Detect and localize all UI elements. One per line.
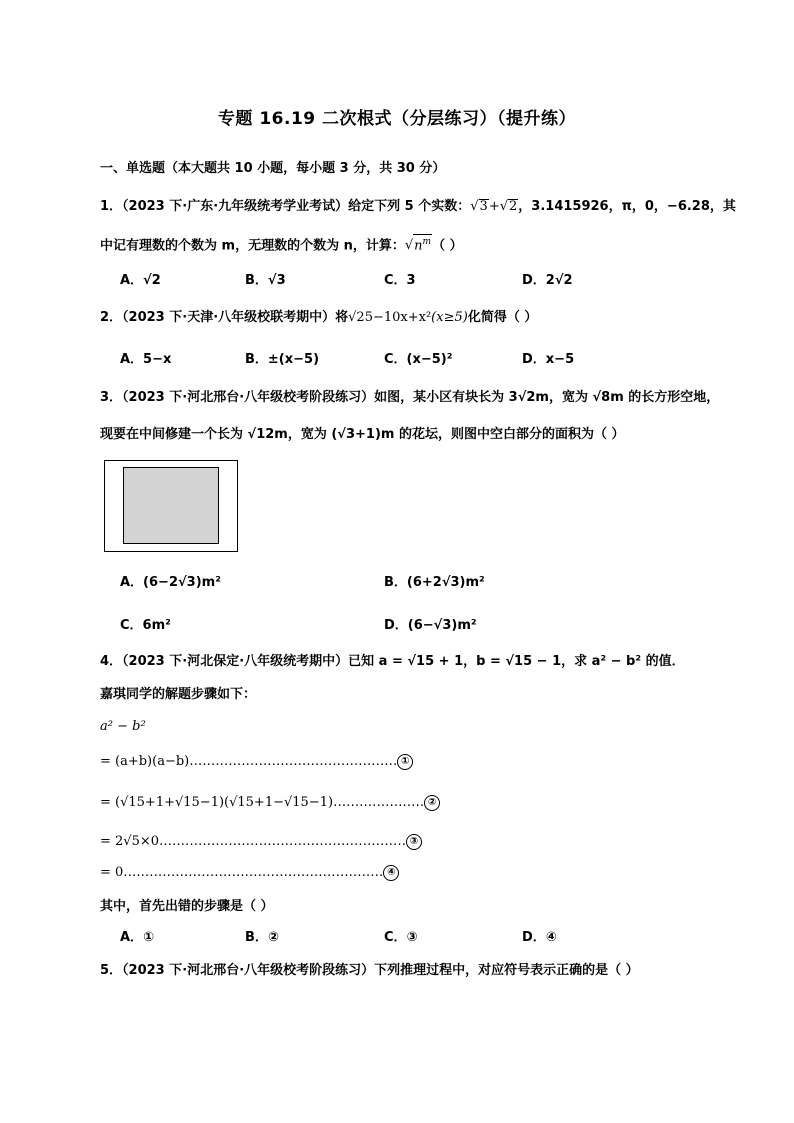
q4-step2 — [100, 794, 440, 812]
dot-leader: …………………………………………………… — [123, 865, 384, 880]
q2-stem: 2．（2023 下·天津·八年级校联考期中）将 — [100, 310, 349, 325]
q1-numbers: ，3.1415926，π，0，−6.28，其 — [518, 199, 736, 214]
q2-condition: (x≥5) — [431, 310, 468, 325]
q4-option-b[interactable]: B．② — [245, 930, 279, 945]
q4-step3-expr: = 2√5×0 — [100, 834, 160, 849]
page-title: 专题 16.19 二次根式（分层练习）（提升练） — [217, 109, 577, 129]
q4-intro: 嘉琪同学的解题步骤如下： — [100, 687, 257, 702]
q3-line1: 3．（2023 下·河北邢台·八年级校考阶段练习）如图，某小区有块长为 3√2m，宽为 √8m 的长方形空地， — [100, 390, 720, 405]
q4-option-a[interactable]: A．① — [120, 930, 155, 945]
q1-option-b[interactable]: B．√3 — [245, 273, 286, 288]
dot-leader: ………………………………………… — [189, 754, 398, 769]
q1-option-d[interactable]: D．2√2 — [522, 273, 573, 288]
q2-option-d[interactable]: D．x−5 — [522, 352, 575, 367]
q1-option-c[interactable]: C．3 — [384, 273, 416, 288]
q4-step1 — [100, 753, 413, 771]
q1-stem-b: 中记有理数的个数为 m，无理数的个数为 n，计算： — [100, 238, 405, 254]
q2-stem-b: 化简得（ ） — [467, 310, 538, 325]
step-mark-4: ④ — [383, 865, 399, 881]
q2-option-b[interactable]: B．±(x−5) — [245, 352, 320, 367]
q1-option-a[interactable]: A．√2 — [120, 273, 161, 288]
q4-step0: a² − b² — [100, 719, 146, 734]
q3-option-c[interactable]: C．6m² — [120, 618, 171, 633]
q1-line1 — [100, 198, 736, 216]
q1-line2 — [100, 234, 463, 255]
q2-line — [100, 309, 537, 327]
q4-stem: 4．（2023 下·河北保定·八年级统考期中）已知 a = √15 + 1，b = √15 − 1，求 a² − b² 的值． — [100, 654, 685, 669]
section-heading: 一、单选题（本大题共 10 小题，每小题 3 分，共 30 分） — [100, 161, 446, 176]
step-mark-2: ② — [424, 795, 440, 811]
q4-step4-expr: = 0 — [100, 865, 124, 880]
flower-bed-figure — [123, 467, 219, 544]
q4-step1-expr: = (a+b)(a−b) — [100, 754, 190, 769]
q4-option-d[interactable]: D．④ — [522, 930, 557, 945]
step-mark-3: ③ — [406, 834, 422, 850]
q4-step2-expr: = (√15+1+√15−1)(√15+1−√15−1) — [100, 795, 334, 810]
q4-option-c[interactable]: C．③ — [384, 930, 418, 945]
q2-radical: √25−10x+x² — [348, 310, 432, 325]
q4-question: 其中，首先出错的步骤是（ ） — [100, 899, 274, 914]
q3-option-b[interactable]: B．(6+2√3)m² — [384, 575, 485, 590]
step-mark-1: ① — [397, 754, 413, 770]
q1-stem: 1．（2023 下·广东·九年级统考学业考试）给定下列 5 个实数： — [100, 199, 471, 214]
q1-sqrt-sum: √ 3+√ 2 — [470, 199, 518, 214]
q1-expression: √ $n^m$ — [405, 238, 432, 253]
dot-leader: ………………… — [333, 795, 425, 810]
q2-option-a[interactable]: A．5−x — [120, 352, 172, 367]
q4-step4 — [100, 864, 399, 882]
q1-blank: （ ） — [432, 238, 463, 254]
q3-option-d[interactable]: D．(6−√3)m² — [384, 618, 477, 633]
q2-option-c[interactable]: C．(x−5)² — [384, 352, 453, 367]
dot-leader: ………………………………………………… — [159, 834, 407, 849]
q3-option-a[interactable]: A．(6−2√3)m² — [120, 575, 221, 590]
q4-step3 — [100, 833, 422, 851]
q3-line2: 现要在中间修建一个长为 √12m，宽为 (√3+1)m 的花坛，则图中空白部分的面积为（ ） — [100, 427, 625, 442]
q5-stem: 5．（2023 下·河北邢台·八年级校考阶段练习）下列推理过程中，对应符号表示正确的是（ ） — [100, 963, 639, 978]
